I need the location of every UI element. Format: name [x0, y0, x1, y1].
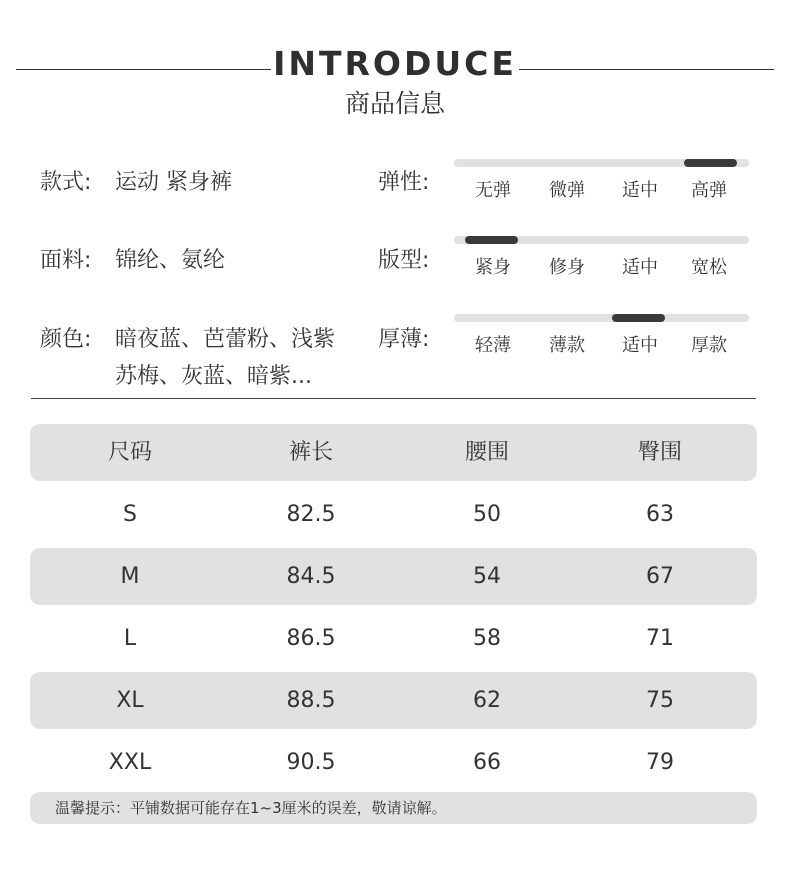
hip-cell: 67 [646, 564, 674, 589]
hip-cell: 63 [646, 502, 674, 527]
elasticity-option: 微弹 [549, 180, 585, 201]
fit-label: 版型: [378, 248, 430, 273]
length-cell: 82.5 [286, 502, 336, 527]
waist-cell: 54 [473, 564, 501, 589]
page-title-zh: 商品信息 [344, 89, 445, 118]
fit-option: 紧身 [475, 257, 511, 278]
fabric-value: 锦纶、氨纶 [115, 248, 226, 273]
size-cell: S [123, 502, 137, 527]
measurement-note [30, 792, 757, 824]
header-hip: 臀围 [637, 440, 682, 465]
thickness-track [454, 314, 749, 322]
hip-cell: 79 [646, 750, 674, 775]
waist-cell: 62 [473, 688, 501, 713]
hip-cell: 71 [646, 626, 674, 651]
table-row [30, 610, 757, 667]
style-label: 款式: [40, 170, 92, 195]
thickness-option: 厚款 [691, 335, 727, 356]
size-cell: XXL [108, 750, 152, 775]
measurement-note-text: 温馨提示：平铺数据可能存在1~3厘米的误差，敬请谅解。 [55, 799, 447, 817]
waist-cell: 66 [473, 750, 501, 775]
elasticity-indicator [684, 159, 737, 167]
thickness-option: 薄款 [549, 335, 585, 356]
elasticity-label: 弹性: [378, 170, 430, 195]
color-label: 颜色: [40, 327, 92, 352]
color-value-line2: 苏梅、灰蓝、暗紫... [115, 364, 312, 389]
fit-option: 修身 [549, 257, 585, 278]
elasticity-option: 无弹 [475, 180, 511, 201]
thickness-option: 轻薄 [475, 335, 511, 356]
header-waist: 腰围 [464, 440, 509, 465]
color-value-line1: 暗夜蓝、芭蕾粉、浅紫 [115, 327, 336, 352]
table-row [30, 672, 757, 729]
elasticity-option: 高弹 [691, 180, 727, 201]
length-cell: 86.5 [286, 626, 336, 651]
table-row [30, 486, 757, 543]
thickness-indicator [612, 314, 665, 322]
table-row [30, 734, 757, 791]
length-cell: 84.5 [286, 564, 336, 589]
waist-cell: 58 [473, 626, 501, 651]
table-header-row [30, 424, 757, 481]
header-size: 尺码 [107, 440, 152, 465]
fit-option: 适中 [622, 257, 658, 278]
fabric-label: 面料: [40, 248, 92, 273]
size-cell: XL [116, 688, 144, 713]
elasticity-option: 适中 [622, 180, 658, 201]
waist-cell: 50 [473, 502, 501, 527]
page-title-en: INTRODUCE [273, 44, 517, 83]
length-cell: 90.5 [286, 750, 336, 775]
fit-option: 宽松 [691, 257, 727, 278]
thickness-label: 厚薄: [378, 327, 430, 352]
fit-indicator [465, 236, 518, 244]
header-length: 裤长 [288, 440, 333, 465]
section-divider [31, 398, 756, 399]
table-row [30, 548, 757, 605]
hip-cell: 75 [646, 688, 674, 713]
size-cell: M [120, 564, 140, 589]
size-cell: L [123, 626, 137, 651]
length-cell: 88.5 [286, 688, 336, 713]
style-value: 运动 紧身裤 [115, 170, 232, 195]
thickness-option: 适中 [622, 335, 658, 356]
